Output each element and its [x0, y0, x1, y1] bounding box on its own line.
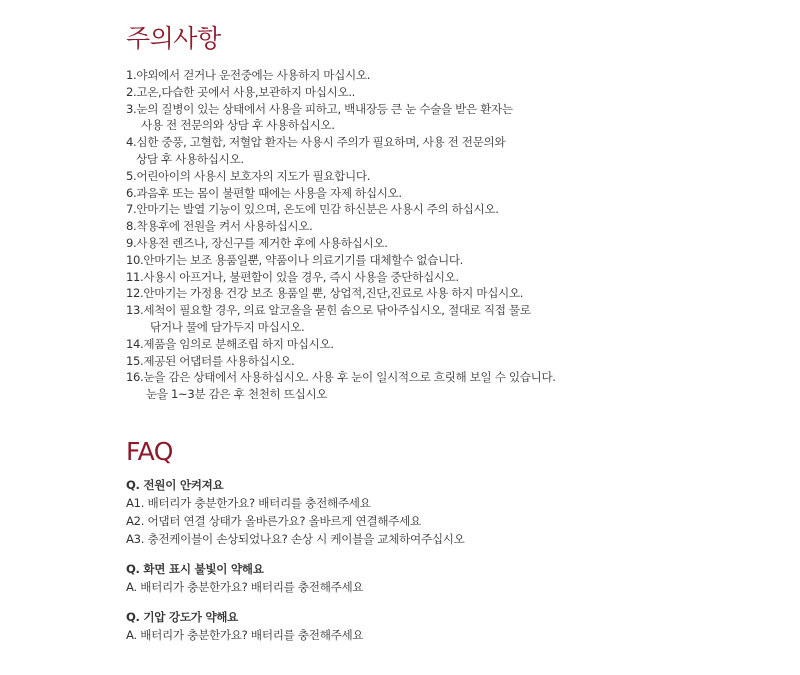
caution-item [126, 285, 556, 302]
faq-item [126, 560, 465, 596]
caution-item [126, 134, 556, 168]
faq-list [126, 476, 465, 656]
caution-text: 6.과음후 또는 몸이 불편할 때에는 사용을 자제 하십시오. [126, 185, 402, 200]
faq-answer: A. 배터리가 충분한가요? 배터리를 충전해주세요 [126, 628, 364, 642]
caution-text: 1.야외에서 걷거나 운전중에는 사용하지 마십시오. [126, 68, 371, 82]
caution-text: 16.눈을 감은 상태에서 사용하십시오. 사용 후 눈이 일시적으로 흐릿해 보일 수 있습니다. [126, 370, 556, 385]
faq-question: Q. 전원이 안켜져요 [126, 478, 224, 492]
caution-item [126, 185, 556, 202]
caution-item [126, 201, 556, 218]
caution-continuation: 사용 전 전문의와 상담 후 사용하십시오. [141, 118, 335, 133]
faq-item [126, 476, 465, 548]
caution-text: 11.사용시 아프거나, 불편함이 있을 경우, 즉시 사용을 중단하십시오. [126, 269, 459, 284]
caution-text: 5.어린아이의 사용시 보호자의 지도가 필요합니다. [126, 168, 371, 183]
caution-text: 13.세척이 필요할 경우, 의료 알코올을 묻힌 솜으로 닦아주십시오, 절대로 직접 물로 [126, 303, 531, 318]
caution-continuation: 눈을 1~3분 감은 후 천천히 뜨십시오 [146, 387, 328, 402]
caution-item [126, 235, 556, 252]
faq-item [126, 608, 465, 644]
faq-answer: A3. 충전케이블이 손상되었나요? 손상 시 케이블을 교체하여주십시오 [126, 532, 465, 546]
caution-text: 10.안마기는 보조 용품일뿐, 약품이나 의료기기를 대체할수 없습니다. [126, 252, 464, 267]
caution-item [126, 84, 556, 101]
caution-text: 2.고온,다습한 곳에서 사용,보관하지 마십시오.. [126, 84, 356, 99]
caution-item [126, 67, 556, 84]
caution-item [126, 269, 556, 286]
caution-text: 8.착용후에 전원을 켜서 사용하십시오. [126, 219, 313, 234]
caution-item [126, 336, 556, 353]
caution-item [126, 302, 556, 336]
faq-question: Q. 기압 강도가 약해요 [126, 610, 239, 624]
caution-item [126, 369, 556, 403]
caution-item [126, 252, 556, 269]
faq-answer: A2. 어댑터 연결 상태가 올바른가요? 올바르게 연결해주세요 [126, 514, 421, 528]
caution-text: 15.제공된 어댑터를 사용하십시오. [126, 353, 295, 368]
faq-title: FAQ [126, 437, 173, 466]
caution-list [126, 67, 556, 403]
caution-item [126, 218, 556, 235]
caution-continuation: 닦거나 물에 담가두지 마십시오. [150, 319, 305, 334]
caution-item [126, 101, 556, 135]
caution-text: 3.눈의 질병이 있는 상태에서 사용을 피하고, 백내장등 큰 눈 수술을 받은 환자는 [126, 101, 513, 116]
caution-text: 9.사용전 렌즈나, 장신구를 제거한 후에 사용하십시오. [126, 235, 388, 250]
caution-text: 4.심한 중풍, 고혈합, 저혈압 환자는 사용시 주의가 필요하며, 사용 전 전문의와 [126, 135, 506, 150]
caution-item [126, 168, 556, 185]
caution-text: 12.안마기는 가정용 건강 보조 용품일 뿐, 상업적,진단,진료로 사용 하지 마십시오. [126, 286, 524, 301]
cautions-title: 주의사항 [126, 24, 221, 53]
faq-answer: A1. 배터리가 충분한가요? 배터리를 충전해주세요 [126, 496, 371, 510]
caution-item [126, 353, 556, 370]
caution-text: 14.제품을 임의로 분해조립 하지 마십시오. [126, 336, 334, 351]
faq-answer: A. 배터리가 충분한가요? 배터리를 충전해주세요 [126, 580, 364, 594]
faq-question: Q. 화면 표시 불빛이 약해요 [126, 562, 264, 576]
caution-continuation: 상담 후 사용하십시오. [136, 151, 244, 166]
caution-text: 7.안마기는 발열 기능이 있으며, 온도에 민감 하신분은 사용시 주의 하십시오. [126, 202, 499, 217]
